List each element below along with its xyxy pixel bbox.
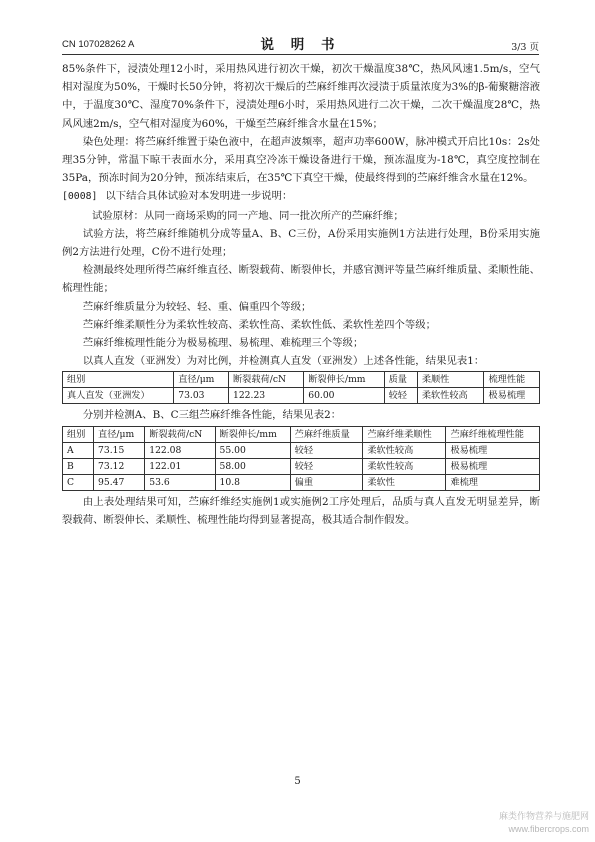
table-cell: 73.12 xyxy=(94,458,145,474)
table-cell: 梳理性能 xyxy=(484,372,540,388)
table-cell: 柔顺性 xyxy=(417,372,484,388)
table-cell: 断裂载荷/cN xyxy=(228,372,303,388)
table-cell: C xyxy=(63,474,94,490)
table-cell: 直径/μm xyxy=(174,372,229,388)
watermark-title: 麻类作物营养与施肥网 xyxy=(498,811,589,821)
table-cell: 较轻 xyxy=(290,442,363,458)
paragraph-dyeing: 染色处理：将苎麻纤维置于染色液中，在超声波频率，超声功率600W，脉冲模式开启比10s：2s处理35分钟，常温下晾干表面水分，采用真空冷冻干燥设备进行干燥，预冻温度为-18℃，真空度控制在35Pa，预冻时间为20分钟，预冻结束后，在35℃下真空干燥，使最终得到的苎麻纤维含水量在12%。 xyxy=(62,135,540,185)
table-cell: 柔软性较高 xyxy=(363,442,446,458)
table-cell: 60.00 xyxy=(304,388,384,404)
table-cell: 极易梳理 xyxy=(446,442,540,458)
watermark-url: www.fibercrops.com xyxy=(508,824,589,834)
table-cell: 极易梳理 xyxy=(484,388,540,404)
table-cell: 122.23 xyxy=(228,388,303,404)
table-cell: 122.08 xyxy=(145,442,215,458)
table-cell: 较轻 xyxy=(290,458,363,474)
table-header-row xyxy=(63,372,540,388)
table-cell: 苎麻纤维质量 xyxy=(290,426,363,442)
paragraph-detection: 检测最终处理所得苎麻纤维直径、断裂载荷、断裂伸长，并感官测评等量苎麻纤维质量、柔顺性能、梳理性能； xyxy=(62,264,540,295)
table-cell: 柔软性较高 xyxy=(417,388,484,404)
table-cell: 断裂载荷/cN xyxy=(145,426,215,442)
table-cell: 95.47 xyxy=(94,474,145,490)
table-cell: 柔软性 xyxy=(363,474,446,490)
table-cell: 组别 xyxy=(63,372,174,388)
table-row xyxy=(63,474,540,490)
paragraph-softness-grades: 苎麻纤维柔顺性分为柔软性较高、柔软性高、柔软性低、柔软性差四个等级； xyxy=(82,318,437,331)
table-2 xyxy=(62,426,540,491)
table-cell: 73.03 xyxy=(174,388,229,404)
page-of-total: 3/3 页 xyxy=(511,42,539,53)
paragraph-combing-grades: 苎麻纤维梳理性能分为极易梳理、易梳理、难梳理三个等级； xyxy=(82,337,364,350)
paragraph-table2-intro: 分别并检测A、B、C三组苎麻纤维各性能，结果见表2： xyxy=(82,409,342,422)
table-cell: 55.00 xyxy=(215,442,290,458)
table-1 xyxy=(62,371,540,404)
table-cell: 质量 xyxy=(384,372,417,388)
table-cell: 极易梳理 xyxy=(446,458,540,474)
table-cell: 53.6 xyxy=(145,474,215,490)
table-cell: B xyxy=(63,458,94,474)
table-cell: 断裂伸长/mm xyxy=(304,372,384,388)
table-cell: 难梳理 xyxy=(446,474,540,490)
table-cell: 苎麻纤维梳理性能 xyxy=(446,426,540,442)
paragraph-tag: [0008] xyxy=(62,191,98,203)
document-body xyxy=(62,60,540,529)
page-header xyxy=(62,32,539,55)
table-cell: 较轻 xyxy=(384,388,417,404)
publication-number: CN 107028262 A xyxy=(62,39,135,50)
paragraph-materials: 试验原材：从同一商场采购的同一产地、同一批次所产的苎麻纤维； xyxy=(92,209,404,222)
table-row xyxy=(63,442,540,458)
table-cell: 苎麻纤维柔顺性 xyxy=(363,426,446,442)
table-cell: 10.8 xyxy=(215,474,290,490)
table-cell: A xyxy=(63,442,94,458)
paragraph-quality-grades: 苎麻纤维质量分为较轻、轻、重、偏重四个等级； xyxy=(82,300,312,313)
paragraph-impregnation: 85%条件下，浸渍处理12小时，采用热风进行初次干燥，初次干燥温度38℃，热风风速1.5m/s，空气相对湿度为50%，干燥时长50分钟，将初次干燥后的苎麻纤维再次浸渍于质量浓度为3%的β-葡聚糖溶液中，于温度30℃、湿度70%条件下，浸渍处理6小时，采用热风进行二次干燥，二次干燥温度28℃，热风风速2m/s，空气相对湿度为60%，干燥至苎麻纤维含水量在15%； xyxy=(62,63,540,130)
site-watermark xyxy=(499,810,589,836)
paragraph-method: 试验方法，将苎麻纤维随机分成等量A、B、C三份，A份采用实施例1方法进行处理，B份采用实施例2方法进行处理，C份不进行处理； xyxy=(62,227,540,259)
table-cell: 真人直发（亚洲发） xyxy=(63,388,174,404)
paragraph-0008 xyxy=(62,187,540,206)
table-cell: 73.15 xyxy=(94,442,145,458)
page-number: 5 xyxy=(294,776,301,787)
table-cell: 122.01 xyxy=(145,458,215,474)
table-cell: 直径/μm xyxy=(94,426,145,442)
table-cell: 组别 xyxy=(63,426,94,442)
table-header-row xyxy=(63,426,540,442)
paragraph-0008-text: 以下结合具体试验对本发明进一步说明： xyxy=(105,190,293,203)
paragraph-conclusion: 由上表处理结果可知，苎麻纤维经实施例1或实施例2工序处理后，品质与真人直发无明显差异，断裂载荷、断裂伸长、柔顺性、梳理性能均得到显著提高，极其适合制作假发。 xyxy=(62,495,540,526)
table-cell: 柔软性较高 xyxy=(363,458,446,474)
table-row xyxy=(63,388,540,404)
document-title: 说 明 书 xyxy=(260,37,341,53)
table-cell: 断裂伸长/mm xyxy=(215,426,290,442)
table-cell: 偏重 xyxy=(290,474,363,490)
table-cell: 58.00 xyxy=(215,458,290,474)
paragraph-table1-intro: 以真人直发（亚洲发）为对比例，并检测真人直发（亚洲发）上述各性能，结果见表1： xyxy=(82,355,485,368)
table-row xyxy=(63,458,540,474)
